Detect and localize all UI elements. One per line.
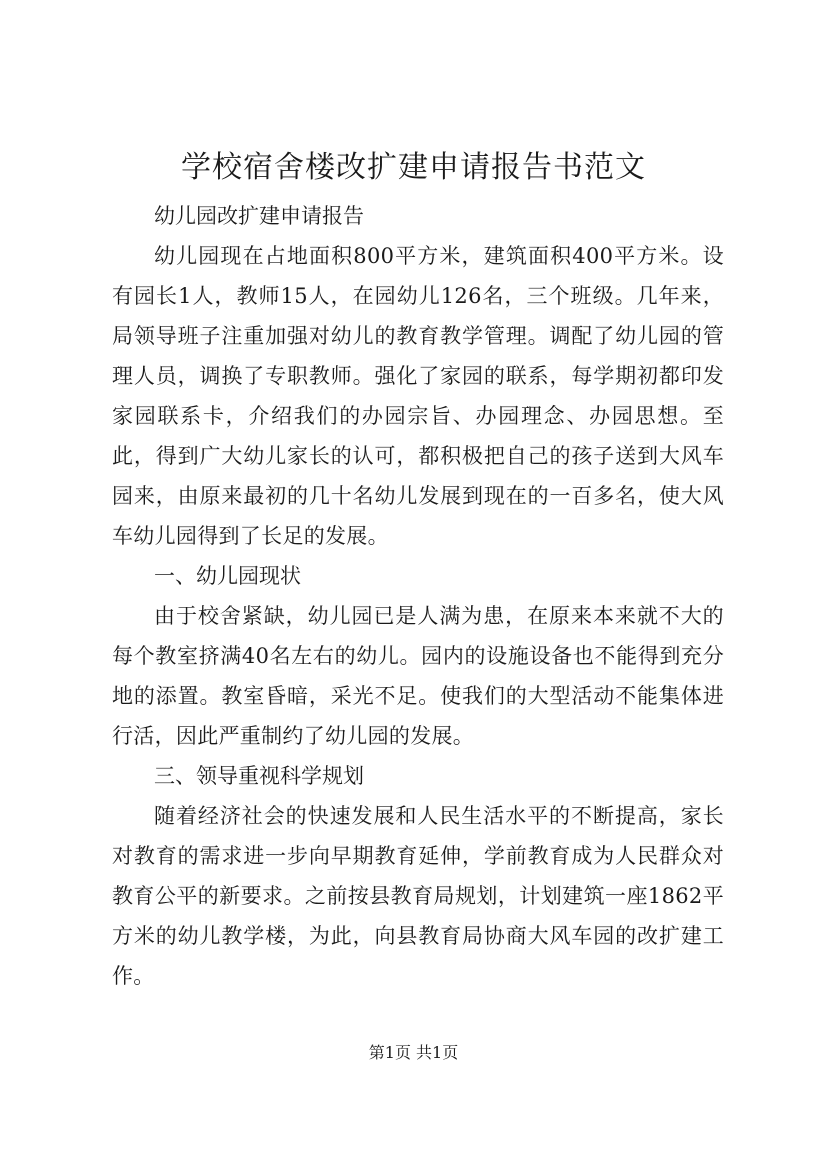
paragraph-overview: 幼儿园现在占地面积800平方米，建筑面积400平方米。设有园长1人，教师15人，在园幼儿126名，三个班级。几年来，局领导班子注重加强对幼儿的教育教学管理。调配了幼儿园的管理人员，调换了专职教师。强化了家园的联系，每学期初都印发家园联系卡，介绍我们的办园宗旨、办园理念、办园思想。至此，得到广大幼儿家长的认可，都积极把自己的孩子送到大风车园来，由原来最初的几十名幼儿发展到现在的一百多名，使大风车幼儿园得到了长足的发展。	[112, 244, 724, 548]
page-footer: 第1页 共1页	[368, 1043, 459, 1062]
paragraph-status: 由于校舍紧缺，幼儿园已是人满为患，在原来本来就不大的每个教室挤满40名左右的幼儿。园内的设施设备也不能得到充分地的添置。教室昏暗，采光不足。使我们的大型活动不能集体进行活，因此严重制约了幼儿园的发展。	[112, 604, 724, 748]
document-title: 学校宿舍楼改扩建申请报告书范文	[181, 150, 646, 185]
paragraph-planning: 随着经济社会的快速发展和人民生活水平的不断提高，家长对教育的需求进一步向早期教育延伸，学前教育成为人民群众对教育公平的新要求。之前按县教育局规划，计划建筑一座1862平方米的幼儿教学楼，为此，向县教育局协商大风车园的改扩建工作。	[112, 804, 724, 988]
section-heading-status: 一、幼儿园现状	[154, 564, 301, 588]
section-heading-report: 幼儿园改扩建申请报告	[154, 204, 364, 228]
section-heading-planning: 三、领导重视科学规划	[154, 764, 364, 788]
document-body	[112, 196, 724, 996]
